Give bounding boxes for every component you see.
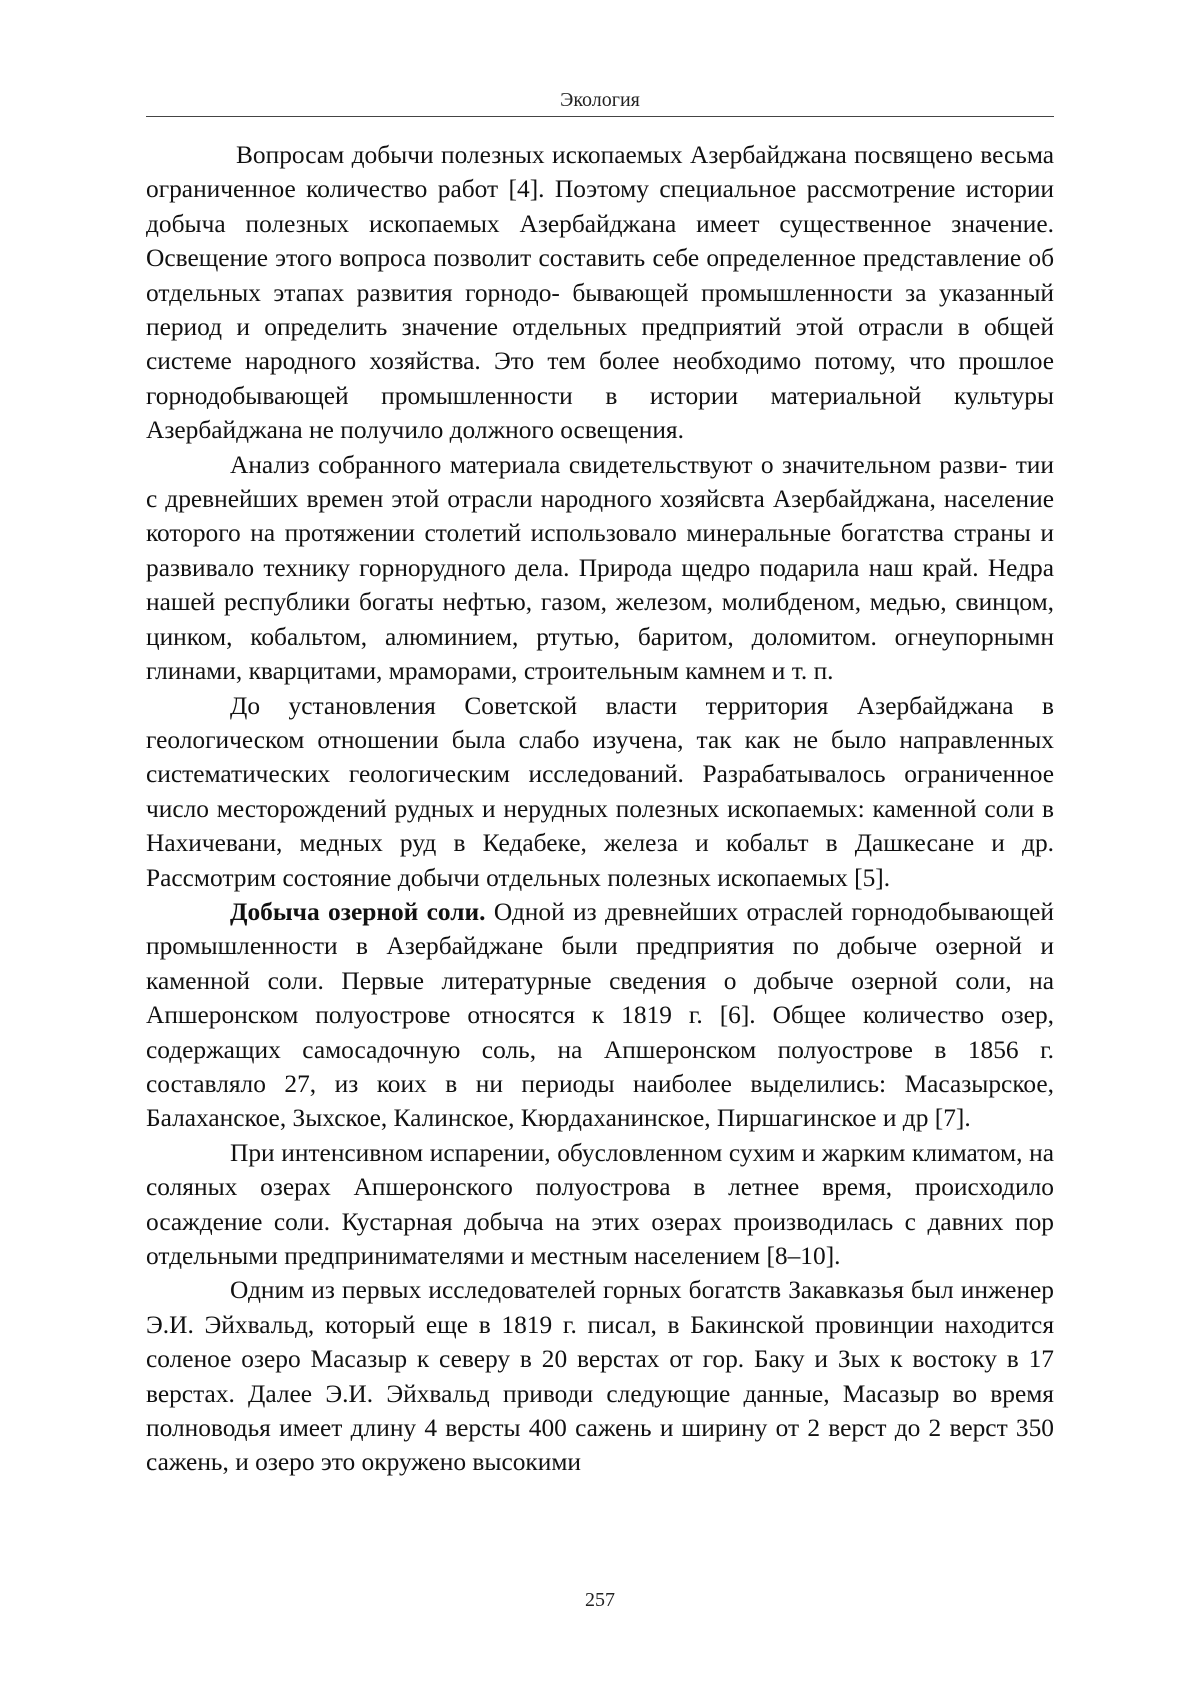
paragraph-1 — [146, 138, 1054, 448]
paragraph-1-text: Вопросам добычи полезных ископаемых Азербайджана посвящено весьма ограниченное количество работ [4]. Поэтому специальное рассмотрение истории добыча полезных ископаемых Азербайджана имеет существенное значение. Освещение этого вопроса позволит составить себе определенное представление об отдельных этапах развития горнодо- бывающей промышленности за указанный период и определить значение отдельных предприятий этой отрасли в общей системе народного хозяйства. Это тем более необходимо потому, что прошлое горнодобывающей промышленности в истории материальной культуры Азербайджана не получило должного освещения. — [146, 141, 1054, 445]
paragraph-2-text: Анализ собранного материала свидетельствуют о значительном разви- тии с древнейших времен этой отрасли народного хозяйсвта Азербайджана, население которого на протяжении столетий использовало минеральные богатства страны и развивало технику горнорудного дела. Природа щедро подарила наш край. Недра нашей республики богаты нефтью, газом, железом, молибденом, медью, свинцом, цинком, кобальтом, алюминием, ртутью, баритом, доломитом. огнеупорнымн глинами, кварцитами, мраморами, строительным камнем и т. п. — [146, 450, 1054, 686]
page-number: 257 — [585, 1589, 615, 1611]
paragraph-4 — [146, 895, 1054, 1136]
header-rule — [146, 116, 1054, 117]
paragraph-5 — [146, 1136, 1054, 1274]
running-head: Экология — [560, 89, 640, 111]
paragraph-3 — [146, 689, 1054, 895]
paragraph-2 — [146, 448, 1054, 689]
paragraph-5-text: При интенсивном испарении, обусловленном сухим и жарким климатом, на соляных озерах Апшеронского полуострова в летнее время, происходило осаждение соли. Кустарная добыча на этих озерах производилась с давних пор отдельными предпринимателями и местным населением [8–10]. — [146, 1138, 1054, 1270]
article-body — [146, 138, 1054, 1480]
paragraph-4-text: Одной из древнейших отраслей горнодобывающей промышленности в Азербайджане были предприятия по добыче озерной и каменной соли. Первые литературные сведения о добыче озерной соли, на Апшеронском полуострове относятся к 1819 г. [6]. Общее количество озер, содержащих самосадочную соль, на Апшеронском полуострове в 1856 г. составляло 27, из коих в ни периоды наиболее выделились: Масазырское, Балаханское, Зыхское, Калинское, Кюрдаханинское, Пиршагинское и др [7]. — [146, 897, 1054, 1133]
paragraph-6 — [146, 1273, 1054, 1479]
paragraph-3-text: До установления Советской власти территория Азербайджана в геологическом отношении была слабо изучена, так как не было направленных систематических геологическим исследований. Разрабатывалось ограниченное число месторождений рудных и нерудных полезных ископаемых: каменной соли в Нахичевани, медных руд в Кедабеке, железа и кобальт в Дашкесане и др. Рассмотрим состояние добычи отдельных полезных ископаемых [5]. — [146, 691, 1054, 892]
section-heading-lake-salt: Добыча озерной соли. — [230, 897, 486, 926]
paragraph-6-text: Одним из первых исследователей горных богатств Закавказья был инженер Э.И. Эйхвальд, который еще в 1819 г. писал, в Бакинской провинции находится соленое озеро Масазыр к северу в 20 верстах от гор. Баку и Зых к востоку в 17 верстах. Далее Э.И. Эйхвальд приводи следующие данные, Масазыр во время полноводья имеет длину 4 версты 400 сажень и ширину от 2 верст до 2 верст 350 сажень, и озеро это окружено высокими — [146, 1276, 1054, 1477]
